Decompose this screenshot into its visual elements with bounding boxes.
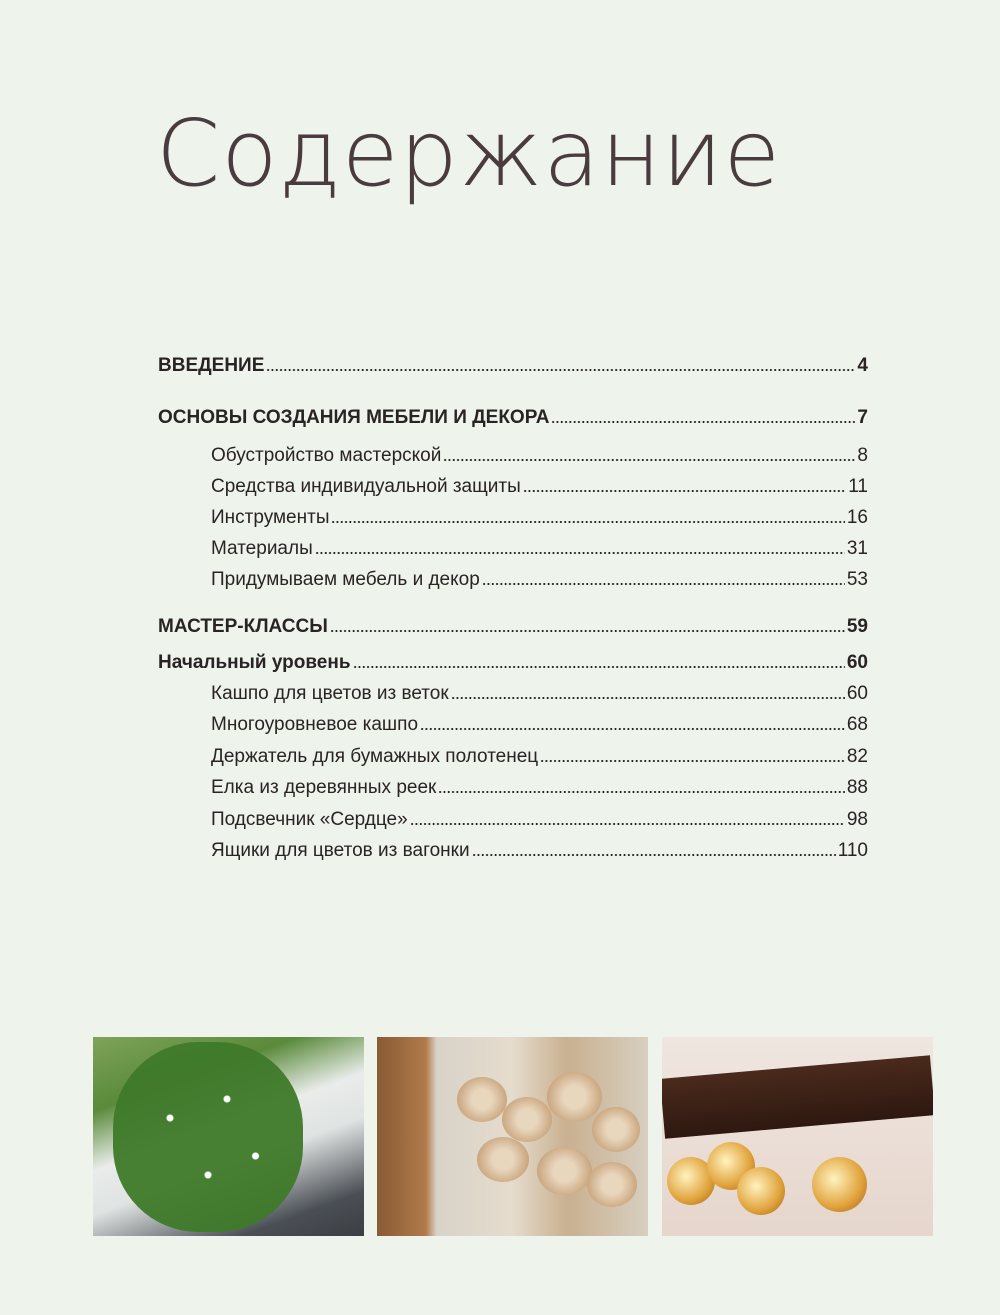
dot-leader [353, 665, 845, 669]
toc-entry-label: Елка из деревянных реек [211, 777, 437, 798]
log-graphic [587, 1162, 637, 1207]
toc-entry-label: Средства индивидуальной защиты [211, 476, 521, 497]
toc-entry-label: Многоуровневое кашпо [211, 714, 419, 735]
log-graphic [547, 1072, 602, 1122]
toc-entry-label: Кашпо для цветов из веток [211, 683, 449, 704]
toc-entry-label: ОСНОВЫ СОЗДАНИЯ МЕБЕЛИ И ДЕКОРА [158, 407, 550, 428]
dot-leader [443, 458, 855, 462]
toc-entry[interactable] [211, 809, 868, 831]
toc-entry-label: Придумываем мебель и декор [211, 569, 480, 590]
toc-entry[interactable] [158, 355, 868, 377]
toc-entry-page: 68 [846, 714, 868, 735]
toc-entry-label: ВВЕДЕНИЕ [158, 355, 265, 376]
toc-entry-page: 53 [846, 569, 868, 590]
photo-flower-planter [93, 1037, 364, 1236]
toc-entry[interactable] [211, 683, 868, 705]
dot-leader [523, 489, 847, 493]
toc-entry-label: Начальный уровень [158, 652, 351, 673]
dot-leader [482, 582, 845, 586]
dot-leader [410, 822, 845, 826]
toc-entry-label: Ящики для цветов из вагонки [211, 840, 470, 861]
toc-entry-page: 82 [846, 746, 868, 767]
toc-entry[interactable] [211, 507, 868, 529]
toc-entry[interactable] [211, 445, 868, 467]
page-title: Содержание [156, 100, 782, 207]
bulb-graphic [737, 1167, 785, 1215]
toc-entry-label: Материалы [211, 538, 313, 559]
toc-entry-label: Инструменты [211, 507, 330, 528]
toc-entry-page: 4 [857, 355, 868, 376]
dot-leader [315, 551, 845, 555]
toc-entry-page: 110 [837, 840, 868, 861]
toc-entry[interactable] [211, 476, 868, 498]
photo-firewood [377, 1037, 648, 1236]
toc-entry-label: Держатель для бумажных полотенец [211, 746, 539, 767]
toc-entry-label: МАСТЕР-КЛАССЫ [158, 616, 328, 637]
wooden-beam-graphic [662, 1055, 933, 1138]
toc-entry[interactable] [158, 652, 868, 674]
photo-beam-lamp [662, 1037, 933, 1236]
toc-entry-label: Обустройство мастерской [211, 445, 442, 466]
dot-leader [420, 727, 845, 731]
dot-leader [330, 629, 845, 633]
toc-entry-page: 59 [846, 616, 868, 637]
toc-entry-page: 98 [846, 809, 868, 830]
dot-leader [540, 759, 845, 763]
toc-entry[interactable] [211, 714, 868, 736]
log-graphic [457, 1077, 507, 1122]
bulb-graphic [812, 1157, 867, 1212]
toc-entry-page: 60 [846, 652, 868, 673]
toc-entry-page: 7 [857, 407, 868, 428]
toc-entry[interactable] [211, 840, 868, 862]
toc-entry[interactable] [211, 538, 868, 560]
toc-entry-page: 31 [846, 538, 868, 559]
dot-leader [266, 368, 855, 372]
toc-entry-page: 11 [848, 476, 868, 497]
dot-leader [438, 790, 845, 794]
flowers-graphic [113, 1042, 303, 1232]
dot-leader [472, 853, 836, 857]
toc-entry-page: 60 [846, 683, 868, 704]
toc-entry[interactable] [158, 616, 868, 638]
dot-leader [551, 420, 855, 424]
log-graphic [477, 1137, 529, 1182]
toc-entry[interactable] [211, 777, 868, 799]
toc-entry-label: Подсвечник «Сердце» [211, 809, 408, 830]
toc-entry-page: 8 [857, 445, 868, 466]
toc-entry-page: 88 [846, 777, 868, 798]
dot-leader [451, 696, 845, 700]
log-graphic [537, 1147, 592, 1195]
toc-entry-page: 16 [846, 507, 868, 528]
dot-leader [331, 520, 844, 524]
toc-entry[interactable] [211, 746, 868, 768]
log-graphic [592, 1107, 640, 1152]
toc-entry[interactable] [158, 407, 868, 429]
log-graphic [502, 1097, 552, 1142]
toc-entry[interactable] [211, 569, 868, 591]
